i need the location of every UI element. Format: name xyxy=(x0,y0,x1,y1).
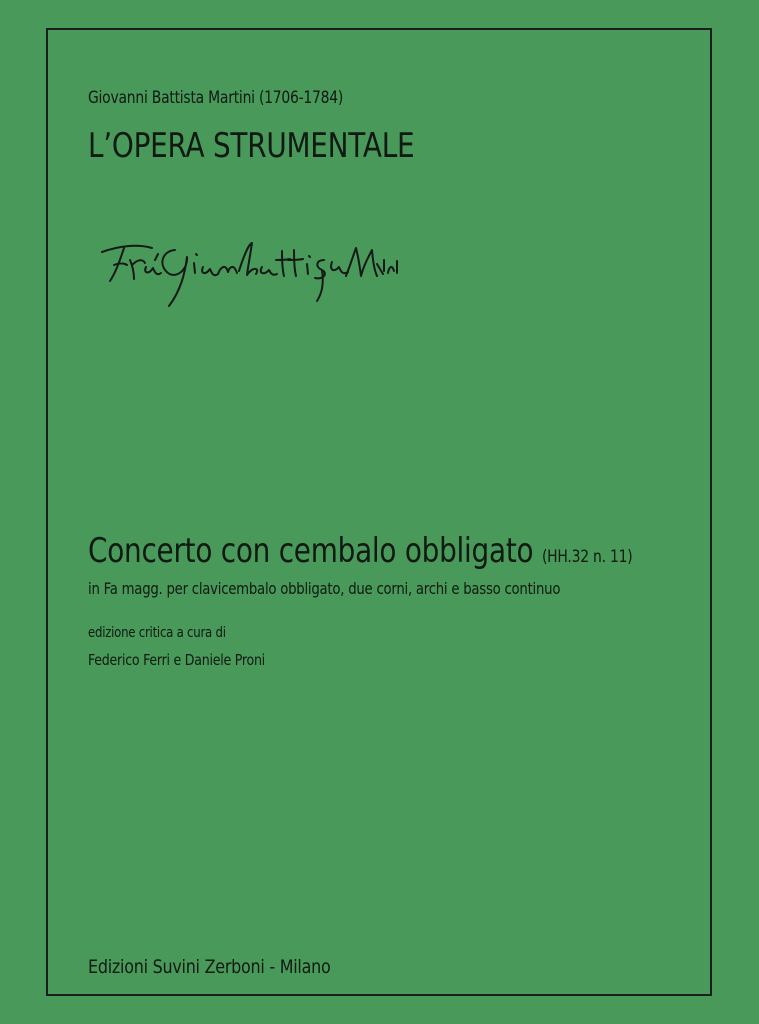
work-title xyxy=(88,531,632,571)
composer-signature-image xyxy=(96,236,400,312)
catalog-number: (HH.32 n. 11) xyxy=(541,547,633,567)
editors: Federico Ferri e Daniele Proni xyxy=(88,651,265,669)
publisher: Edizioni Suvini Zerboni - Milano xyxy=(88,956,331,978)
work-subtitle: in Fa magg. per clavicembalo obbligato, due corni, archi e basso continuo xyxy=(88,579,561,598)
edition-note: edizione critica a cura di xyxy=(88,625,226,641)
composer-name: Giovanni Battista Martini (1706-1784) xyxy=(88,88,344,108)
series-title: L’OPERA STRUMENTALE xyxy=(88,126,415,166)
work-title-text: Concerto con cembalo obbligato xyxy=(88,531,534,571)
cover-frame xyxy=(46,28,712,996)
